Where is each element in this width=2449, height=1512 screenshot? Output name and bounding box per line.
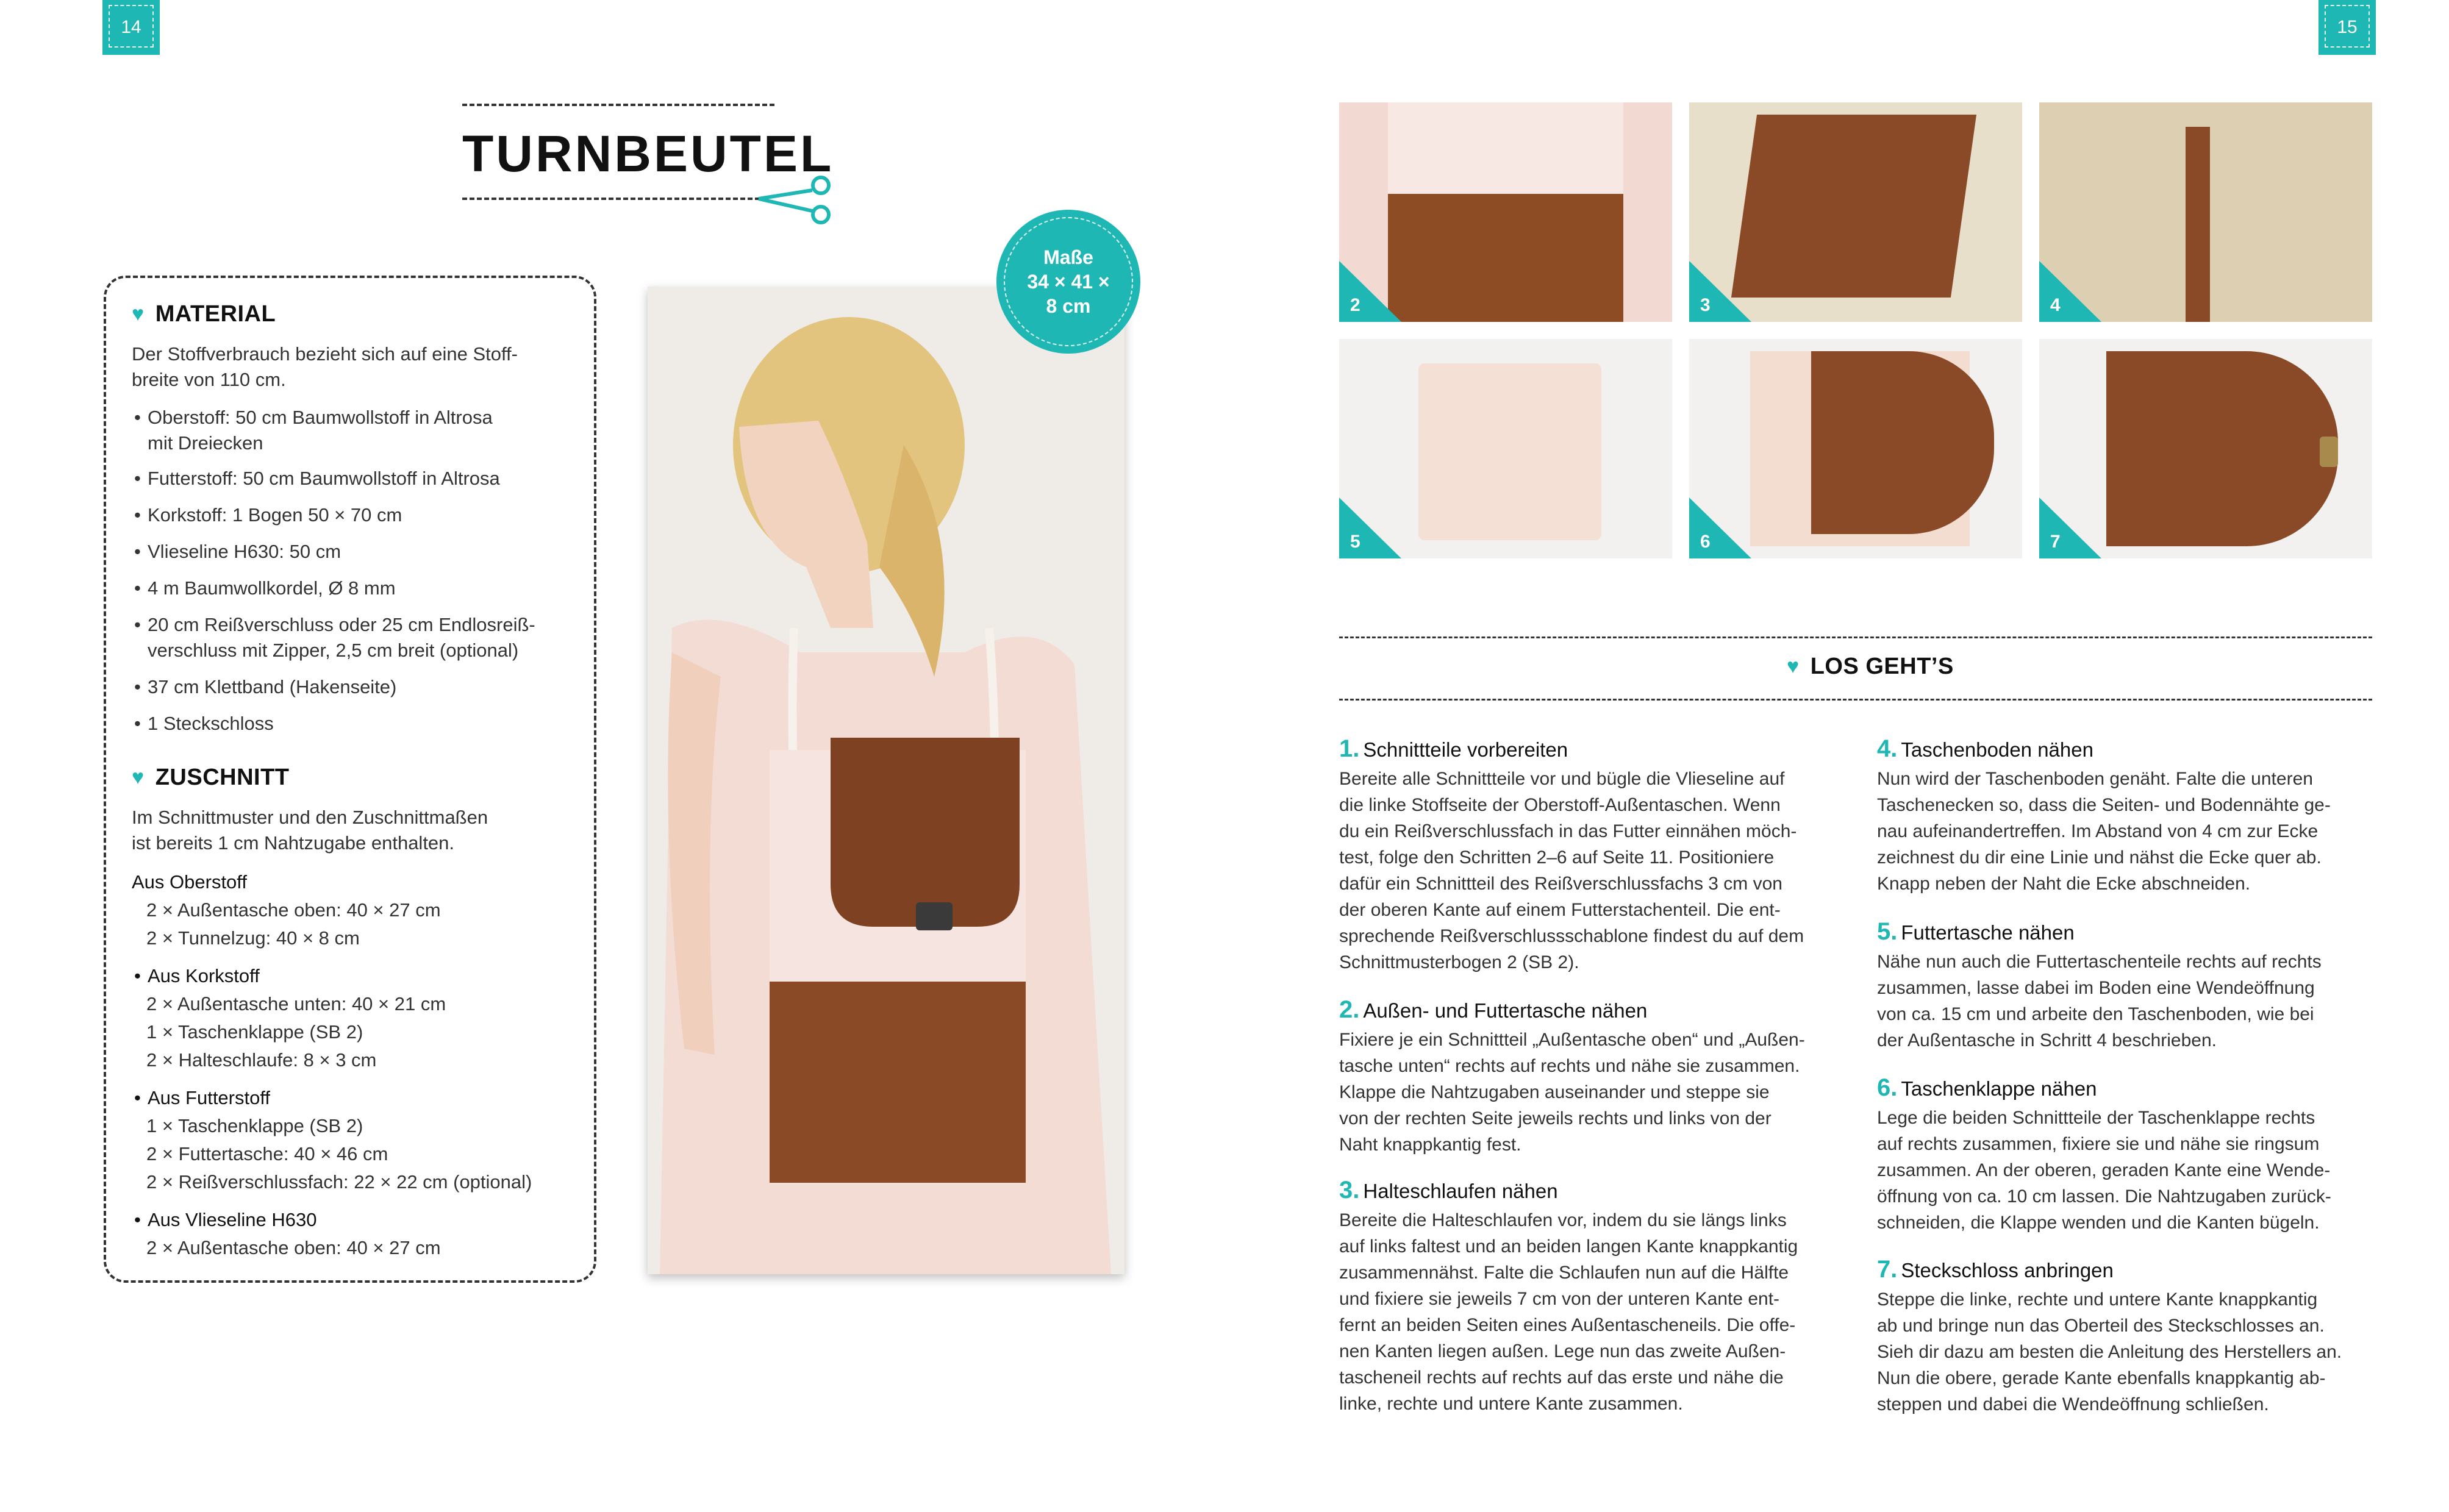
material-item-cont: mit Dreiecken	[148, 432, 263, 454]
page-title: TURNBEUTEL	[462, 125, 834, 182]
page-number-left-text: 14	[121, 17, 141, 37]
step-photo-5	[1339, 339, 1672, 558]
step-number: 7	[2050, 532, 2061, 552]
step-photo-7	[2039, 339, 2372, 558]
heart-icon: ♥	[132, 302, 145, 326]
step-number: 3	[1700, 295, 1711, 315]
badge-dimensions-1: 34 × 41 ×	[1027, 271, 1110, 293]
backpack-photo	[648, 287, 1124, 1274]
step-number: 5	[1350, 532, 1360, 552]
zuschnitt-line: 1 × Taschenklappe (SB 2)	[146, 1115, 363, 1136]
zuschnitt-intro-2: ist bereits 1 cm Nahtzugabe enthalten.	[132, 832, 455, 854]
step-photo-6	[1689, 339, 2022, 558]
zuschnitt-line: 2 × Außentasche oben: 40 × 27 cm	[146, 899, 441, 921]
step-4-heading: 4. Taschenboden nähen	[1877, 735, 2093, 762]
material-item: • 1 Steckschloss	[134, 713, 274, 734]
material-item: • Korkstoff: 1 Bogen 50 × 70 cm	[134, 504, 402, 526]
material-heading-text: MATERIAL	[155, 301, 276, 327]
step-photo-4	[2039, 102, 2372, 322]
step-photo-3	[1689, 102, 2022, 322]
zuschnitt-intro-1: Im Schnittmuster und den Zuschnittmaßen	[132, 807, 488, 828]
zuschnitt-group-label: Aus Oberstoff	[132, 871, 247, 893]
badge-label: Maße	[1043, 246, 1093, 268]
zuschnitt-line: 2 × Außentasche unten: 40 × 21 cm	[146, 993, 446, 1015]
material-item: • 37 cm Klettband (Hakenseite)	[134, 676, 397, 697]
step-1-text: Bereite alle Schnittteile vor und bügle die Vlieseline auf die linke Stoffseite der Oberstoff-Außentaschen. Wenn du ein Reißverschlussfach in das Futter einnähen möch- test, folge den Schritten 2–6 auf Seite 11. Positioniere dafür ein Schnittteil des Reißverschlussfachs 3 cm von der oberen Kante auf einem Futterstachenteil. Die ent- sprechende Reißverschlussschablone findest du auf dem Schnittmusterbogen 2 (SB 2).	[1339, 769, 1804, 972]
zuschnitt-line: 2 × Tunnelzug: 40 × 8 cm	[146, 927, 360, 949]
title-rule-bottom	[462, 198, 767, 200]
heart-icon: ♥	[1787, 655, 1800, 678]
material-item: • 20 cm Reißverschluss oder 25 cm Endlosreiß-	[134, 614, 535, 635]
backpack-illustration	[648, 287, 1124, 1274]
zuschnitt-line: 1 × Taschenklappe (SB 2)	[146, 1021, 363, 1043]
dimensions-badge	[996, 210, 1140, 354]
step-number: 2	[1350, 295, 1360, 315]
step-7-heading: 7. Steckschloss anbringen	[1877, 1256, 2114, 1283]
step-3-text: Bereite die Halteschlaufen vor, indem du sie längs links auf links faltest und an beiden langen Kante knappkantig zusammennähst. Falte die Schlaufen nun auf die Hälfte und fixiere sie jeweils 7 cm von der unteren Kante ent- fernt an beiden Seiten eines Außentascheneils. Die offe- nen Kanten liegen außen. Lege nun das zweite Außen- tascheneil rechts auf rechts auf das erste und nähe die linke, rechte und untere Kante zusammen.	[1339, 1210, 1798, 1414]
material-intro-2: breite von 110 cm.	[132, 369, 286, 390]
step-1-heading: 1. Schnittteile vorbereiten	[1339, 735, 1568, 762]
material-item: • Oberstoff: 50 cm Baumwollstoff in Altrosa	[134, 407, 493, 428]
section-rule-bottom	[1339, 699, 2372, 701]
step-6-heading: 6. Taschenklappe nähen	[1877, 1074, 2097, 1101]
step-2-heading: 2. Außen- und Futtertasche nähen	[1339, 996, 1648, 1023]
section-rule-top	[1339, 637, 2372, 638]
material-item: • Futterstoff: 50 cm Baumwollstoff in Altrosa	[134, 468, 500, 489]
zuschnitt-line: 2 × Halteschlaufe: 8 × 3 cm	[146, 1049, 377, 1071]
zuschnitt-line: 2 × Futtertasche: 40 × 46 cm	[146, 1143, 388, 1164]
step-2-text: Fixiere je ein Schnittteil „Außentasche oben“ und „Außen- tasche unten“ rechts auf rechts und nähe sie zusammen. Klappe die Nahtzugaben auseinander und steppe sie von der rechten Seite jeweils rechts und links von der Naht knappkantig fest.	[1339, 1030, 1805, 1155]
material-item: • Vlieseline H630: 50 cm	[134, 541, 341, 562]
material-item-cont: verschluss mit Zipper, 2,5 cm breit (optional)	[148, 640, 519, 661]
los-heading-text: LOS GEHT’S	[1810, 654, 1954, 679]
material-item: • 4 m Baumwollkordel, Ø 8 mm	[134, 577, 396, 599]
page-number-left	[102, 0, 160, 55]
material-heading	[132, 301, 276, 327]
page-number-right-text: 15	[2337, 17, 2358, 37]
heart-icon: ♥	[132, 766, 145, 789]
step-5-text: Nähe nun auch die Futtertaschenteile rechts auf rechts zusammen, lasse dabei im Boden eine Wendeöffnung von ca. 15 cm und arbeite den Taschenboden, wie bei der Außentasche in Schritt 4 beschrieben.	[1877, 952, 2322, 1050]
step-4-text: Nun wird der Taschenboden genäht. Falte die unteren Taschenecken so, dass die Seiten- und Bodennähte ge- nau aufeinandertreffen. Im Abstand von 4 cm zur Ecke zeichnest du dir eine Linie und nähst die Ecke quer ab. Knapp neben der Naht die Ecke abschneiden.	[1877, 769, 2331, 894]
step-number: 4	[2050, 295, 2061, 315]
zuschnitt-group-label: • Aus Korkstoff	[134, 965, 260, 986]
step-3-heading: 3. Halteschlaufen nähen	[1339, 1177, 1558, 1204]
material-intro-1: Der Stoffverbrauch bezieht sich auf eine Stoff-	[132, 343, 518, 365]
badge-dimensions-2: 8 cm	[1046, 295, 1091, 317]
scissors-icon	[754, 172, 833, 227]
zuschnitt-line: 2 × Reißverschlussfach: 22 × 22 cm (optional)	[146, 1171, 532, 1193]
zuschnitt-line: 2 × Außentasche oben: 40 × 27 cm	[146, 1237, 441, 1258]
page-number-right	[2319, 0, 2376, 55]
step-6-text: Lege die beiden Schnittteile der Taschenklappe rechts auf rechts zusammen, fixiere sie und nähe sie ringsum zusammen. An der oberen, geraden Kante eine Wende- öffnung von ca. 10 cm lassen. Die Nahtzugaben zurück- schneiden, die Klappe wenden und die Kanten bügeln.	[1877, 1108, 2331, 1233]
zuschnitt-heading	[132, 765, 290, 791]
zuschnitt-group-label: • Aus Futterstoff	[134, 1087, 271, 1108]
zuschnitt-group-label: • Aus Vlieseline H630	[134, 1209, 317, 1230]
step-number: 6	[1700, 532, 1711, 552]
step-5-heading: 5. Futtertasche nähen	[1877, 918, 2075, 945]
step-photo-2	[1339, 102, 1672, 322]
title-rule-top	[462, 104, 774, 106]
los-heading	[1787, 654, 1954, 680]
zuschnitt-heading-text: ZUSCHNITT	[155, 765, 290, 790]
step-7-text: Steppe die linke, rechte und untere Kante knappkantig ab und bringe nun das Oberteil des Steckschlosses an. Sieh dir dazu am besten die Anleitung des Herstellers an. Nun die obere, gerade Kante ebenfalls knappkantig ab- steppen und dabei die Wendeöffnung schließen.	[1877, 1289, 2342, 1414]
